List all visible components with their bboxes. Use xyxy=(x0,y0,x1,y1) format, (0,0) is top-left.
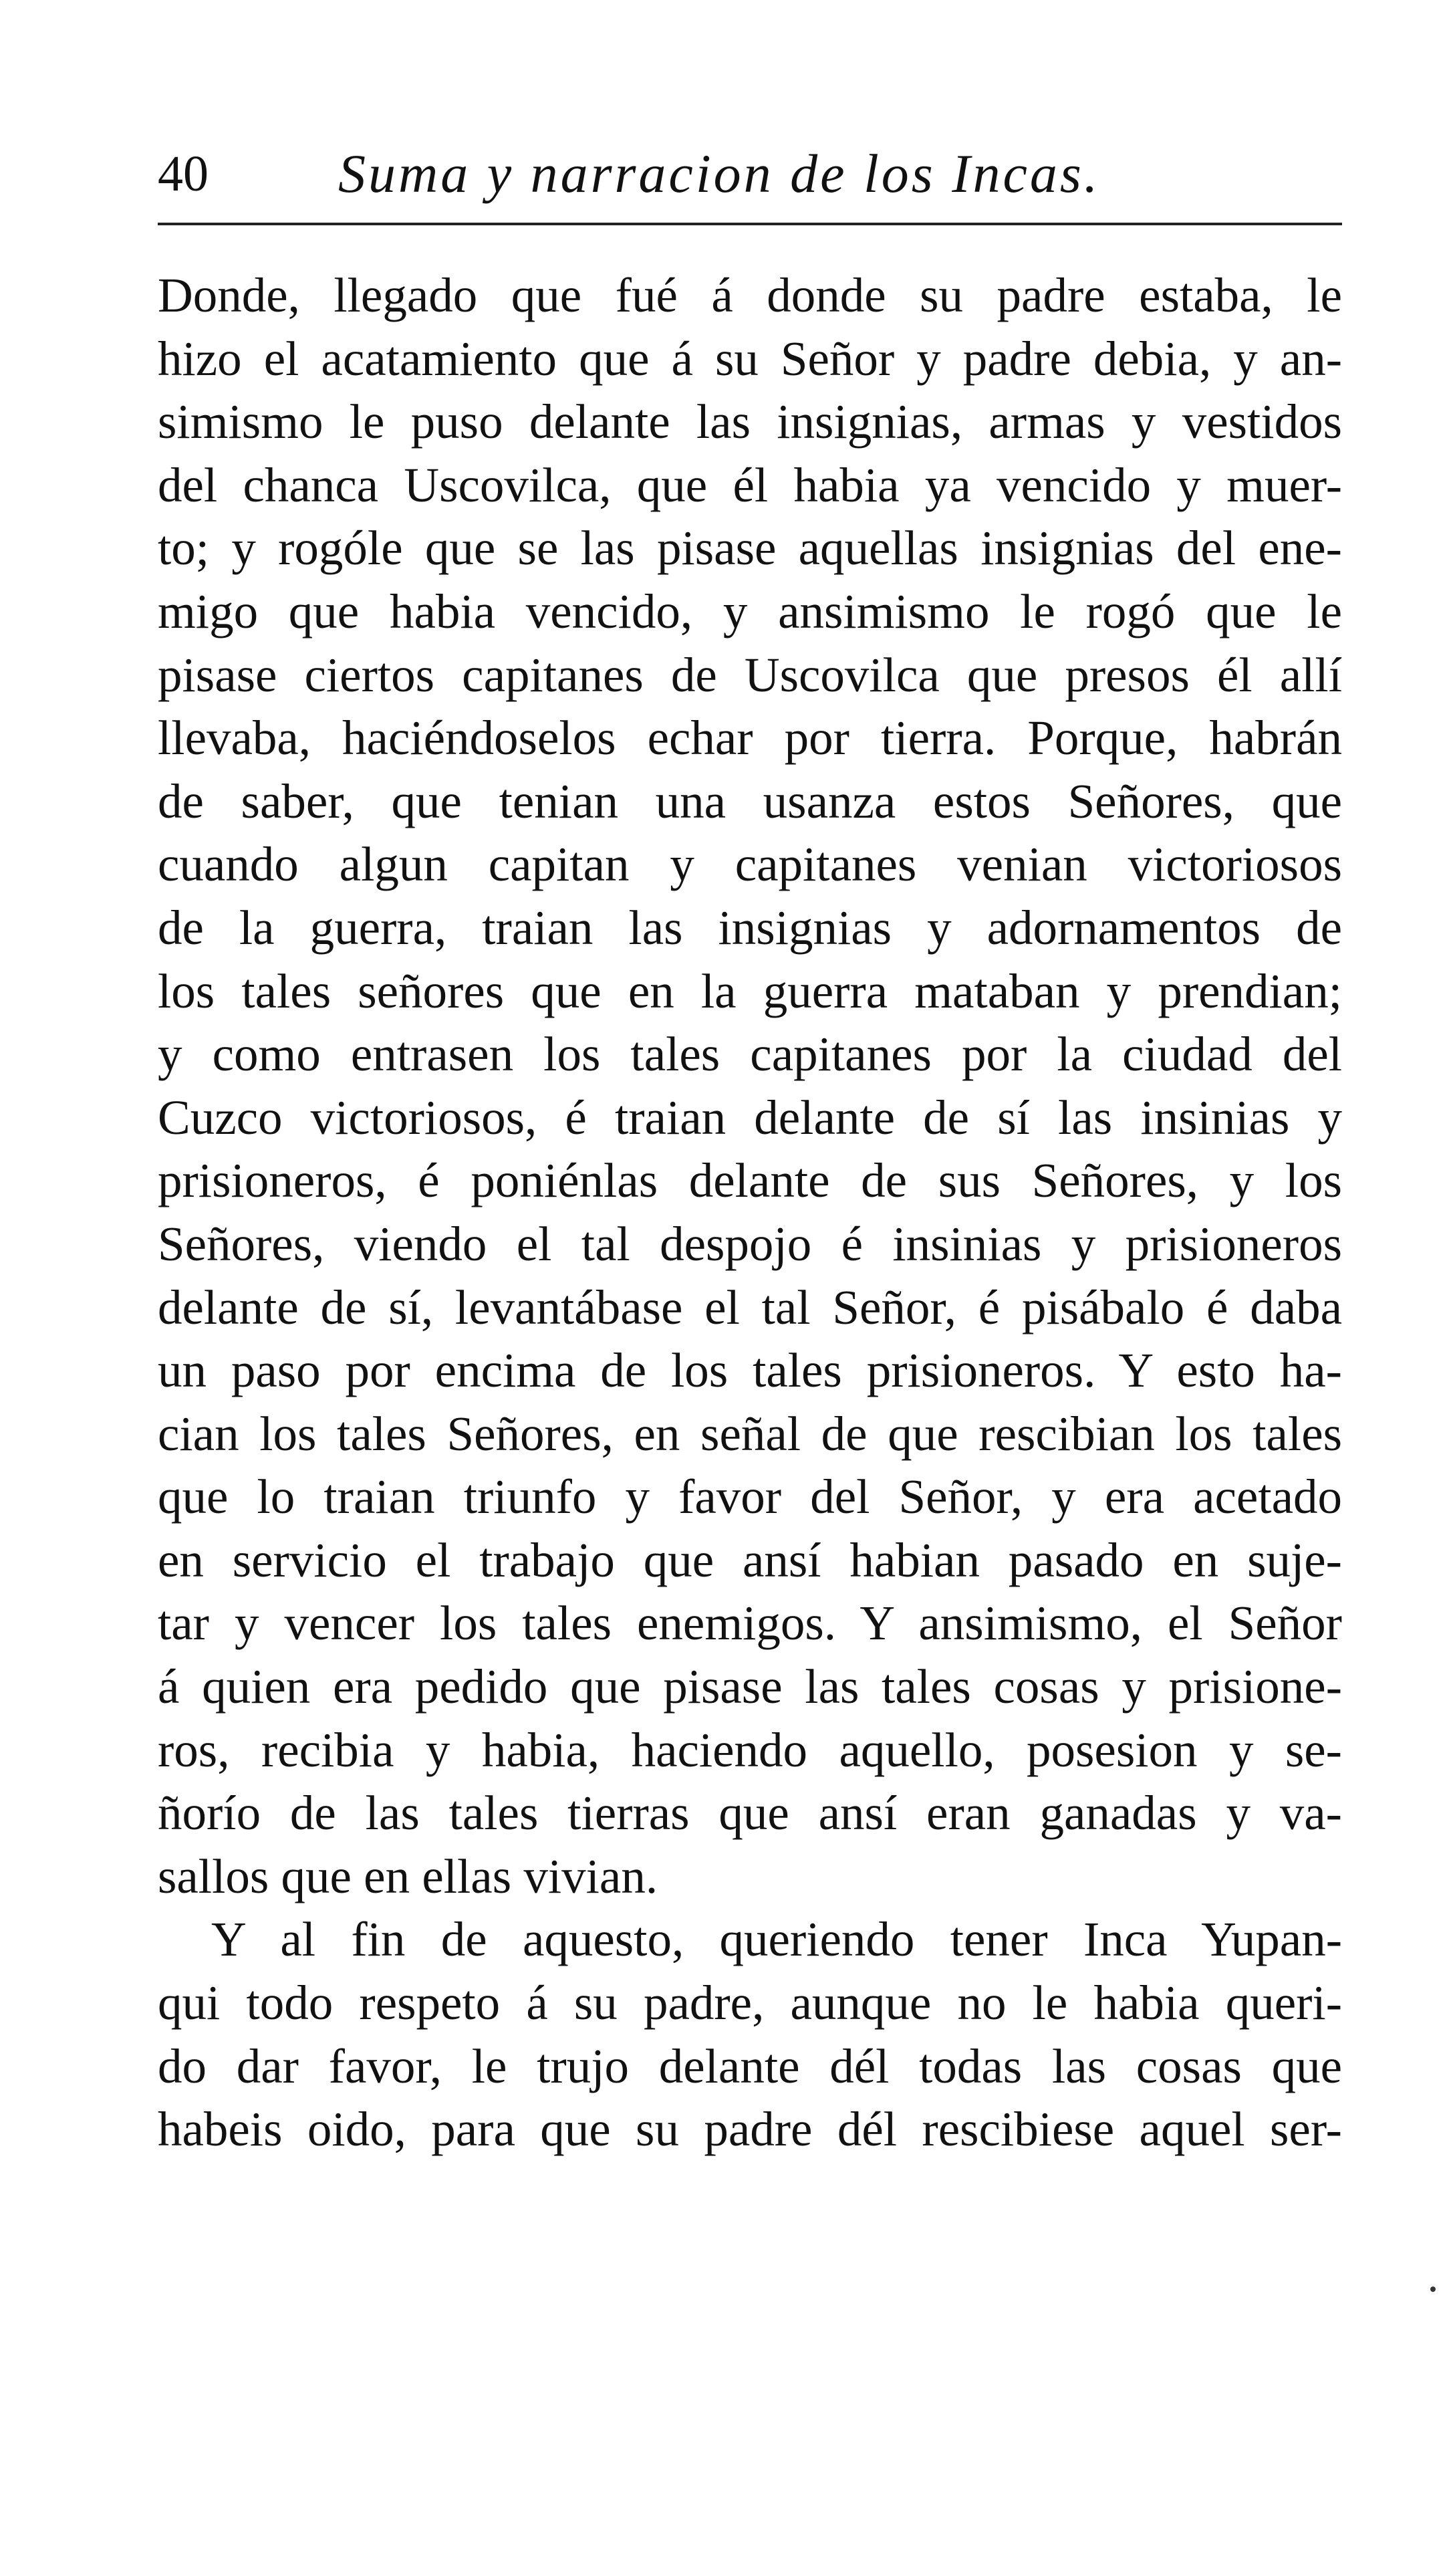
text-line: do dar favor, le trujo delante dél todas las cosas que xyxy=(158,2038,1342,2093)
text-line: los tales señores que en la guerra mataban y prendian; xyxy=(158,963,1342,1018)
text-line: de la guerra, traian las insignias y adornamentos de xyxy=(158,900,1342,955)
text-line: delante de sí, levantábase el tal Señor, é pisábalo é daba xyxy=(158,1280,1342,1334)
text-line: prisioneros, é poniénlas delante de sus Señores, y los xyxy=(158,1153,1342,1208)
text-line: habeis oido, para que su padre dél rescibiese aquel ser- xyxy=(158,2102,1342,2157)
text-line: tar y vencer los tales enemigos. Y ansimismo, el Señor xyxy=(158,1596,1342,1651)
text-line: sallos que en ellas vivian. xyxy=(158,1849,658,1903)
text-line: cuando algun capitan y capitanes venian victoriosos xyxy=(158,837,1342,892)
paragraph-1 xyxy=(158,264,1342,1908)
text-line: Cuzco victoriosos, é traian delante de sí las insinias y xyxy=(158,1090,1342,1145)
ink-speck xyxy=(1430,2287,1436,2292)
text-line: ñorío de las tales tierras que ansí eran ganadas y va- xyxy=(158,1786,1342,1841)
text-line: Y al fin de aquesto, queriendo tener Inca Yupan- xyxy=(211,1912,1342,1967)
body-text xyxy=(158,264,1342,2161)
page-header xyxy=(158,137,1341,211)
header-rule xyxy=(158,223,1342,225)
text-line: á quien era pedido que pisase las tales cosas y prisione- xyxy=(158,1659,1342,1714)
text-line: llevaba, haciéndoselos echar por tierra. Porque, habrán xyxy=(158,711,1342,766)
page-number: 40 xyxy=(158,146,209,202)
text-line: cian los tales Señores, en señal de que rescibian los tales xyxy=(158,1406,1342,1461)
text-line: del chanca Uscovilca, que él habia ya vencido y muer- xyxy=(158,457,1342,512)
text-line: que lo traian triunfo y favor del Señor, y era acetado xyxy=(158,1470,1342,1524)
running-title: Suma y narracion de los Incas. xyxy=(338,143,1101,204)
text-line: simismo le puso delante las insignias, armas y vestidos xyxy=(158,394,1342,449)
text-line: Señores, viendo el tal despojo é insinias y prisioneros xyxy=(158,1216,1342,1271)
text-line: Donde, llegado que fué á donde su padre estaba, le xyxy=(158,268,1342,322)
text-line: pisase ciertos capitanes de Uscovilca que presos él allí xyxy=(158,647,1342,702)
text-line: ros, recibia y habia, haciendo aquello, posesion y se- xyxy=(158,1722,1342,1777)
text-line: de saber, que tenian una usanza estos Señores, que xyxy=(158,774,1342,828)
text-line: qui todo respeto á su padre, aunque no le habia queri- xyxy=(158,1976,1342,2030)
text-line: y como entrasen los tales capitanes por la ciudad del xyxy=(158,1027,1342,1082)
text-line: migo que habia vencido, y ansimismo le rogó que le xyxy=(158,584,1342,638)
text-line: to; y rogóle que se las pisase aquellas insignias del ene- xyxy=(158,521,1342,576)
text-line: hizo el acatamiento que á su Señor y padre debia, y an- xyxy=(158,331,1342,386)
text-line: en servicio el trabajo que ansí habian pasado en suje- xyxy=(158,1532,1342,1587)
text-line: un paso por encima de los tales prisioneros. Y esto ha- xyxy=(158,1343,1342,1398)
paragraph-2 xyxy=(158,1908,1342,2161)
